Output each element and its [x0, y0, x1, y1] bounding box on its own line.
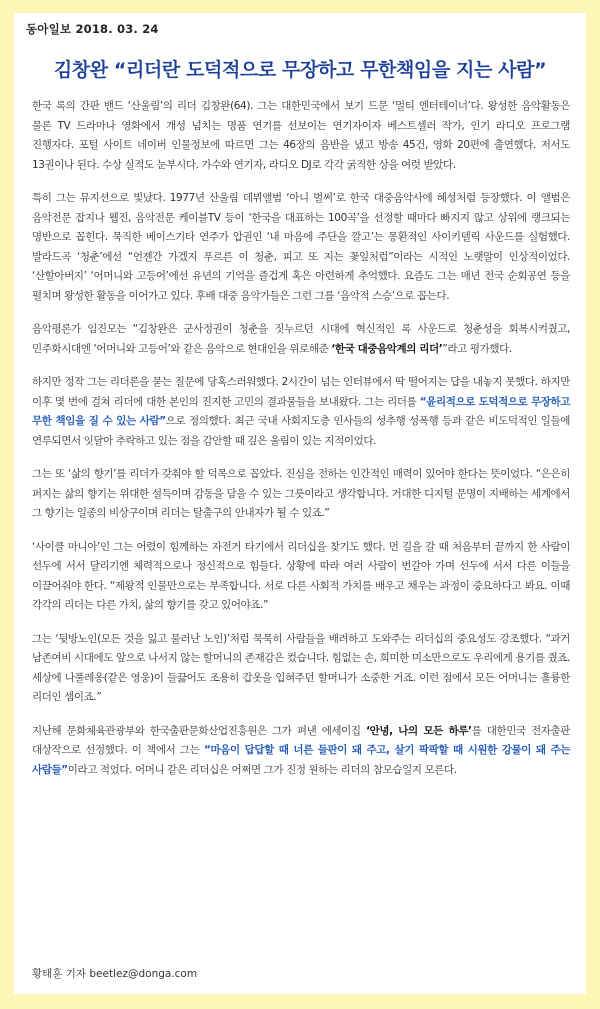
paragraph-text: 그는 또 ‘삶의 향기’를 리더가 갖춰야 할 덕목으로 꼽았다. 진심을 전하는 인간적인 매력이 있어야 한다는 뜻이었다. “은은히 퍼지는 삶의 향기는 위대한 설득이며 감동을 담을 수 있는 그릇이라고 생각합니다. 거대한 디지털 문명이 지배하는 세계에서 그 향기는 일종의 비상구이며 리더는 탈출구의 안내자가 될 수 있죠.”	[32, 468, 570, 519]
article-paragraph	[32, 538, 570, 616]
paragraph-text: 특히 그는 뮤지션으로 빛났다. 1977년 산울림 데뷔앨범 ‘아니 벌써’로 한국 대중음악사에 혜성처럼 등장했다. 이 앨범은 음악전문 잡지나 웹진, 음악전문 케이블TV 등이 ‘한국을 대표하는 100곡’을 선정할 때마다 빠지지 않고 상위에 랭크되는 명반으로 꼽힌다. 묵직한 베이스기타 연주가 압권인 ‘내 마음에 주단을 깔고’는 몽환적인 사이키델릭 사운드를 실험했다. 발라드곡 ‘청춘’에선 “언젠간 가겠지 푸르른 이 청춘, 피고 또 지는 꽃잎처럼”이라는 시적인 노랫말이 인상적이었다. ‘산할아버지’ ‘어머니와 고등어’에선 유년의 기억을 즐겁게 혹은 아련하게 추억했다. 요즘도 그는 매년 전국 순회공연 등을 펼치며 왕성한 활동을 이어가고 있다. 후배 대중 음악가들은 그런 그를 ‘음악적 스승’으로 꼽는다.	[32, 192, 570, 302]
article-title: 김창완 “리더란 도덕적으로 무장하고 무한책임을 지는 사람”	[53, 59, 547, 81]
paragraph-text: 지난해 문화체육관광부와 한국출판문화산업진흥원은 그가 펴낸 에세이집	[32, 724, 366, 737]
article-body	[32, 97, 570, 794]
paragraph-text: 하지만 정작 그는 리더론을 묻는 질문에 당혹스러워했다. 2시간이 넘는 인터뷰에서 딱 떨어지는 답을 내놓지 못했다. 하지만 이후 몇 번에 걸쳐 리더에 대한 본인의 진지한 고민의 결과물들을 보내왔다. 그는 리더를	[32, 376, 570, 408]
byline: 황태훈 기자 beetlez@donga.com	[32, 968, 198, 980]
article-paragraph	[32, 630, 570, 708]
source-date: 동아일보 2018. 03. 24	[26, 22, 159, 36]
paragraph-text: 한국 록의 간판 밴드 ‘산울림’의 리더 김창완(64). 그는 대한민국에서 보기 드문 ‘멀티 엔터테이너’다. 왕성한 음악활동은 물론 TV 드라마나 영화에서 개성 넘치는 명품 연기를 선보이는 연기자이자 베스트셀러 작가, 인기 라디오 프로그램 진행자다. 포털 사이트 네이버 인물정보에 따르면 그는 46장의 음반을 냈고 방송 45건, 영화 20편에 출연했다. 저서도 13권이나 된다. 수상 실적도 눈부시다. 가수와 연기자, 라디오 DJ로 각각 굵직한 상을 여럿 받았다.	[32, 100, 570, 171]
highlighted-quote: “마음이 답답할 때 너른 들판이 돼 주고, 살기 팍팍할 때 시원한 강물이 돼 주는 사람들”	[32, 744, 571, 776]
article-paragraph	[32, 465, 570, 524]
paragraph-text: ”라고 평가했다.	[442, 342, 512, 355]
paragraph-text: 이라고 적었다. 어머니 같은 리더십은 어쩌면 그가 진정 원하는 리더의 참모습일지 모른다.	[67, 763, 457, 776]
paragraph-text: 그는 ‘뒷방노인(모든 것을 잃고 물러난 노인)’처럼 묵묵히 사람들을 배려하고 도와주는 리더십의 중요성도 강조했다. “과거 남존여비 시대에도 앞으로 나서지 않는 할머니의 존재감은 컸습니다. 힘없는 손, 희미한 미소만으로도 우리에게 용기를 줬죠. 세상에 나풀레옹(같은 영웅)이 들끓어도 조용히 갑옷을 입혀주던 할머니가 소중한 거죠. 이런 점에서 모든 어머니는 훌륭한 리더인 셈이죠.”	[32, 632, 570, 703]
bold-phrase: ‘한국 대중음악계의 리더’	[331, 342, 443, 355]
paragraph-text: ‘사이클 마니아’인 그는 어렸이 힘께하는 자전거 타기에서 리더십을 찾기도 했다. 먼 길을 갈 때 처음부터 끝까지 한 사람이 선두에 서서 달리기엔 체력적으로나 정신적으로 힘들다. 상황에 따라 여러 사람이 번갈아 가며 선두에 서서 다른 이들을 이끌어줘야 한다. “제왕적 인물만으로는 부족합니다. 서로 다른 사회적 가치를 배우고 채우는 과정이 중요하다고 봐요. 이때 각각의 리더는 다른 가치, 삶의 향기를 갖고 있어야죠.”	[32, 540, 570, 611]
bold-phrase: ‘안녕, 나의 모든 하루’	[366, 724, 472, 737]
article-paragraph	[32, 189, 570, 306]
article-paragraph	[32, 97, 570, 175]
article-paragraph	[32, 722, 570, 781]
article-paragraph	[32, 320, 570, 359]
article-paragraph	[32, 373, 570, 451]
paragraph-text: 으로 정의했다. 최근 국내 사회지도층 인사들의 성추행 성폭행 등과 같은 비도덕적인 일들에 연루되면서 잇달아 추락하고 있는 점을 감안할 때 깊은 울림이 있는 지적이었다.	[32, 415, 570, 447]
paragraph-text: 음악평론가 임진모는 “김창완은 군사정권이 청춘을 짓누르던 시대에 혁신적인 록 사운드로 청춘성을 회복시켜줬고, 민주화시대엔 ‘어머니와 고등어’와 같은 음악으로 현대인을 위로해준	[32, 323, 570, 355]
highlighted-quote: “윤리적으로 도덕적으로 무장하고 무한 책임을 질 수 있는 사람”	[32, 395, 570, 427]
article-sheet	[14, 13, 586, 994]
paragraph-text: 를 대한민국 전자출판 대상작으로 선정했다. 이 책에서 그는	[32, 724, 570, 756]
